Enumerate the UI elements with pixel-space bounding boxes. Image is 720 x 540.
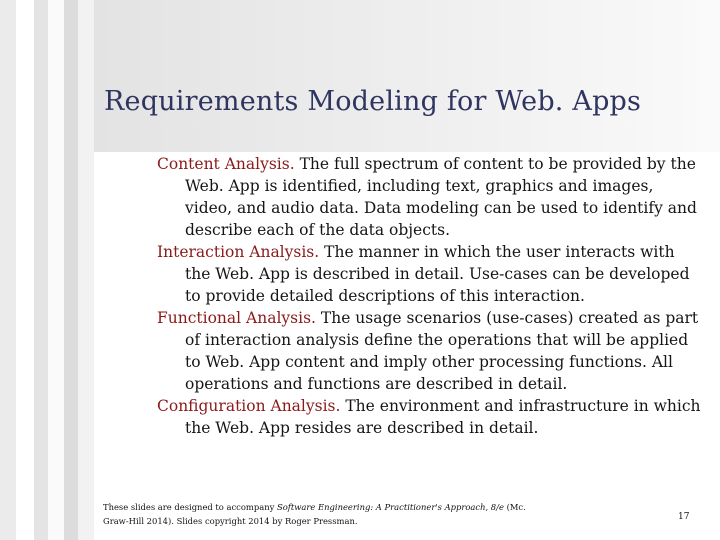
title-background-band bbox=[94, 0, 720, 152]
item-text: The environment and infrastructure in which the Web. App resides are described in detail. bbox=[185, 397, 701, 437]
slide-body bbox=[157, 153, 702, 439]
item-term: Content Analysis. bbox=[157, 155, 295, 173]
item-term: Functional Analysis. bbox=[157, 309, 316, 327]
footer-prefix: These slides are designed to accompany bbox=[103, 502, 277, 512]
footer-book-title: Software Engineering: A Practitioner's Approach, 8/e bbox=[277, 502, 504, 512]
slide-footer bbox=[103, 500, 533, 528]
item-text: The full spectrum of content to be provided by the Web. App is identified, including text, graphics and images, video, and audio data. Data modeling can be used to identify and describe each of the data objects. bbox=[185, 155, 697, 239]
side-stripe bbox=[48, 0, 64, 540]
slide-title: Requirements Modeling for Web. Apps bbox=[104, 86, 642, 117]
analysis-item-functional bbox=[157, 307, 702, 395]
decorative-side-stripes bbox=[0, 0, 94, 540]
item-text: The manner in which the user interacts with the Web. App is described in detail. Use-cases can be developed to provide detailed descriptions of this interaction. bbox=[185, 243, 690, 305]
side-stripe bbox=[78, 0, 94, 540]
analysis-item-content bbox=[157, 153, 702, 241]
side-stripe bbox=[16, 0, 34, 540]
footer-suffix: (Mc. Graw-Hill 2014). Slides copyright 2014 by Roger Pressman. bbox=[103, 502, 526, 526]
item-text: The usage scenarios (use-cases) created as part of interaction analysis define the operations that will be applied to Web. App content and imply other processing functions. All operations and functions are described in detail. bbox=[185, 309, 699, 393]
analysis-item-interaction bbox=[157, 241, 702, 307]
page-number: 17 bbox=[678, 512, 690, 522]
item-term: Configuration Analysis. bbox=[157, 397, 341, 415]
side-stripe bbox=[0, 0, 16, 540]
side-stripe bbox=[64, 0, 78, 540]
side-stripe bbox=[34, 0, 48, 540]
analysis-item-configuration bbox=[157, 395, 702, 439]
item-term: Interaction Analysis. bbox=[157, 243, 320, 261]
